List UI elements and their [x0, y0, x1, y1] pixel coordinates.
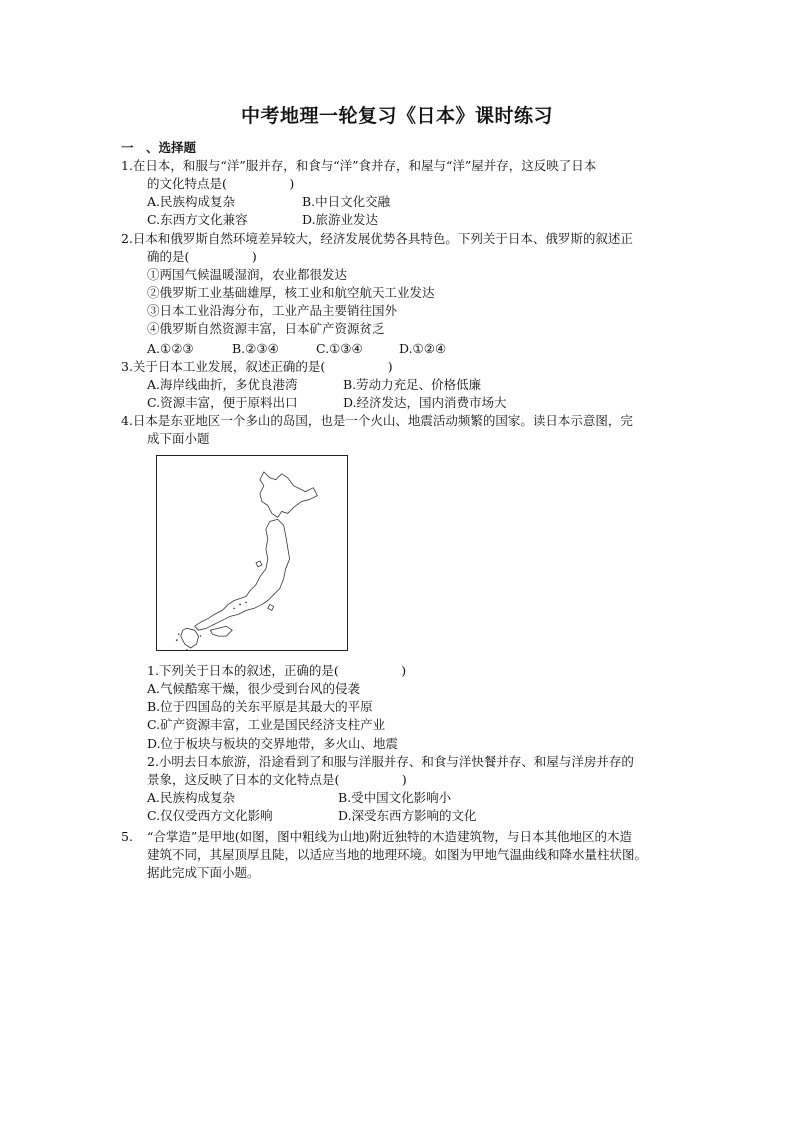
honshu-outline: [195, 519, 290, 630]
q5-stem-line3: 据此完成下面小题。: [147, 865, 260, 880]
q3-option-d: D.经济发达，国内消费市场大: [343, 395, 507, 410]
q5-number: 5.: [121, 829, 133, 844]
q1-stem-line1: 1.在日本，和服与“洋”服并存，和食与“洋”食并存，和屋与“洋”屋并存，这反映了日本: [121, 158, 597, 173]
q3-option-a: A.海岸线曲折，多优良港湾: [147, 377, 298, 392]
q4-sub2-stem-line2: 景象，这反映了日本的文化特点是( ): [147, 772, 407, 787]
q2-statement-1: ①两国气候温暖湿润，农业都很发达: [147, 267, 348, 282]
q3-option-b: B.劳动力充足、价格低廉: [343, 377, 482, 392]
q4-sub2-option-b: B.受中国文化影响小: [338, 790, 452, 805]
q1-option-d: D.旅游业发达: [302, 212, 379, 227]
q3-option-c: C.资源丰富，便于原料出口: [147, 395, 298, 410]
q2-stem-line2: 确的是( ): [147, 249, 257, 264]
q1-option-c: C.东西方文化兼容: [147, 212, 248, 227]
q4-sub1-option-c: C.矿产资源丰富，工业是国民经济支柱产业: [147, 717, 386, 732]
q2-statement-3: ③日本工业沿海分布，工业产品主要销往国外: [147, 303, 398, 318]
q5-stem-line1: “合掌造”是甲地(如图，图中粗线为山地)附近独特的木造建筑物，与日本其他地区的木造: [147, 829, 633, 844]
q4-stem-line1: 4.日本是东亚地区一个多山的岛国，也是一个火山、地震活动频繁的国家。读日本示意图，完: [121, 413, 633, 428]
q2-statement-4: ④俄罗斯自然资源丰富，日本矿产资源贫乏: [147, 321, 385, 336]
japan-outline-map: [157, 456, 347, 650]
boso-peninsula-outline: [268, 604, 274, 610]
section-heading: 一 、选择题: [121, 140, 197, 155]
q4-stem-line2: 成下面小题: [147, 431, 210, 446]
q4-sub1-option-d: D.位于板块与板块的交界地带，多火山、地震: [147, 736, 399, 751]
q4-sub2-option-d: D.深受东西方影响的文化: [338, 808, 477, 823]
japan-map-figure: [156, 455, 348, 651]
q4-sub2-option-a: A.民族构成复杂: [147, 790, 236, 805]
kyushu-outline: [181, 628, 199, 648]
q5-stem-line2: 建筑不同，其屋顶厚且陡，以适应当地的地理环境。如图为甲地气温曲线和降水量柱状图。: [147, 847, 648, 862]
q2-option-d: D.①②④: [399, 341, 447, 356]
shikoku-outline: [210, 626, 232, 636]
q1-option-b: B.中日文化交融: [302, 194, 391, 209]
q1-stem-line2: 的文化特点是( ): [147, 176, 295, 191]
q2-statement-2: ②俄罗斯工业基础雄厚，核工业和航空航天工业发达: [147, 285, 435, 300]
q4-sub2-stem-line1: 2.小明去日本旅游，沿途看到了和服与洋服并存、和食与洋快餐并存、和屋与洋房并存的: [147, 754, 634, 769]
q4-sub2-option-c: C.仅仅受西方文化影响: [147, 808, 273, 823]
sado-island-outline: [256, 561, 262, 567]
q2-option-c: C.①③④: [316, 341, 363, 356]
q2-stem-line1: 2.日本和俄罗斯自然环境差异较大，经济发展优势各具特色。下列关于日本、俄罗斯的叙述正: [121, 231, 633, 246]
q1-option-a: A.民族构成复杂: [147, 194, 236, 209]
page-title: 中考地理一轮复习《日本》课时练习: [240, 105, 553, 127]
q3-stem: 3.关于日本工业发展，叙述正确的是( ): [121, 359, 393, 374]
hokkaido-outline: [260, 472, 317, 518]
q2-option-b: B.②③④: [232, 341, 279, 356]
q4-sub1-option-b: B.位于四国岛的关东平原是其最大的平原: [147, 699, 373, 714]
q4-sub1-option-a: A.气候酷寒干燥，很少受到台风的侵袭: [147, 681, 361, 696]
q2-option-a: A.①②③: [147, 341, 194, 356]
q4-sub1-stem: 1.下列关于日本的叙述，正确的是( ): [147, 663, 407, 678]
